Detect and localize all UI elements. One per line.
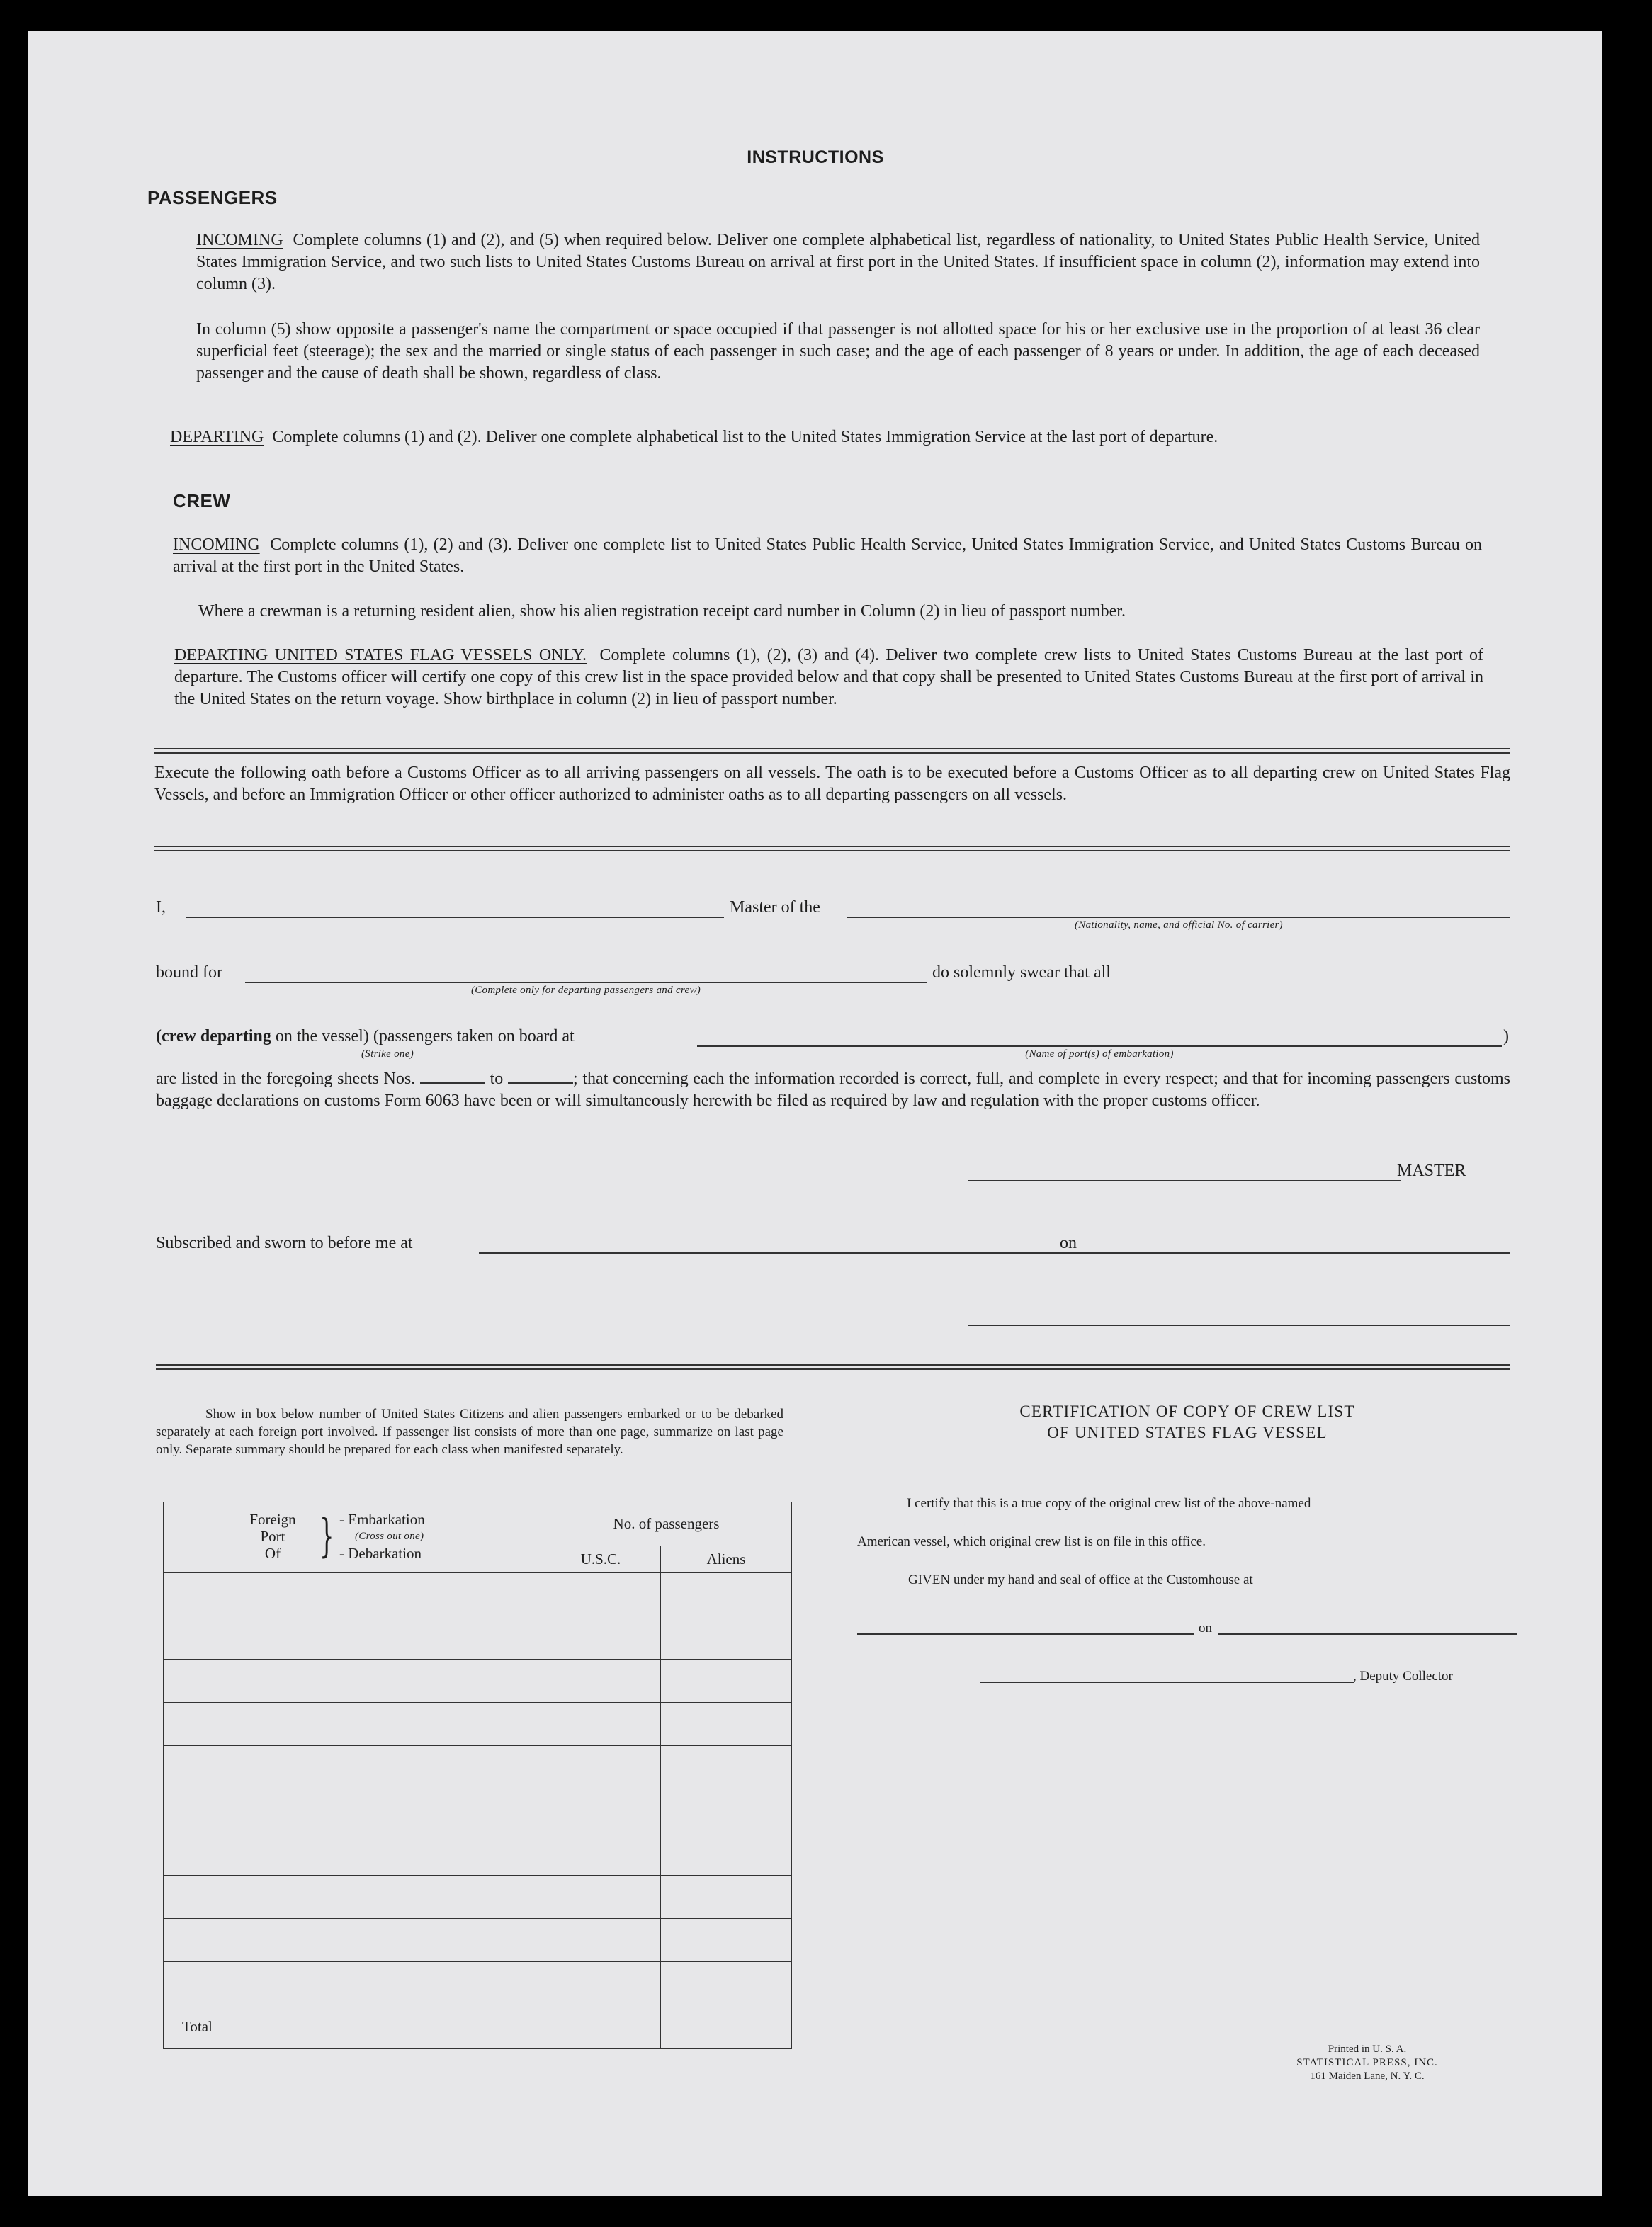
deputy-signature-field[interactable] (980, 1682, 1354, 1683)
port-cell[interactable] (164, 1746, 541, 1789)
port-cell[interactable] (164, 1919, 541, 1962)
master-name-field[interactable] (186, 917, 724, 918)
form-page (28, 31, 1602, 2196)
given-line: GIVEN under my hand and seal of office at the Customhouse at (908, 1572, 1253, 1587)
crew-heading: CREW (173, 490, 231, 511)
usc-cell[interactable] (541, 1832, 661, 1876)
officer-signature-field[interactable] (968, 1325, 1510, 1326)
master-signature-field[interactable] (968, 1180, 1401, 1182)
summary-row (164, 1746, 792, 1789)
oath-divider (154, 846, 1510, 851)
passenger-summary-table (163, 1502, 792, 2049)
printer-line3: 161 Maiden Lane, N. Y. C. (1310, 2070, 1425, 2082)
certification-title-line1: CERTIFICATION OF COPY OF CREW LIST (1019, 1402, 1355, 1420)
summary-row (164, 1660, 792, 1703)
usc-cell[interactable] (541, 1876, 661, 1919)
deputy-collector-label: , Deputy Collector (1353, 1669, 1453, 1684)
passengers-incoming-text: Complete columns (1) and (2), and (5) when required below. Deliver one complete alphabetical list, regardless of nationality, to United States Public Health Service, United States Immigration Service, and two such lists to United States Customs Bureau on arrival at first port in the United States. If insufficient space in column (2), information may extend into column (3). (196, 231, 1481, 293)
subscribed-place-field[interactable] (479, 1252, 1081, 1254)
aliens-cell[interactable] (661, 1703, 792, 1746)
passengers-departing-text: Complete columns (1) and (2). Deliver one complete alphabetical list to the United States Immigration Service at the last port of departure. (272, 428, 1218, 446)
brace-icon: } (319, 1510, 334, 1563)
usc-cell[interactable] (541, 1616, 661, 1660)
strike-one-caption: (Strike one) (361, 1048, 414, 1060)
subscribed-on-label: on (1060, 1234, 1077, 1252)
total-label: Total (164, 2005, 541, 2049)
foreign-port-header (164, 1502, 541, 1573)
on-the-vessel-text: on the vessel) (275, 1027, 369, 1046)
carrier-caption: (Nationality, name, and official No. of carrier) (1075, 919, 1283, 931)
summary-row (164, 1573, 792, 1616)
crew-departing-text: Complete columns (1), (2), (3) and (4). Deliver two complete crew lists to United States Customs Bureau at the last port of departure. The Customs officer will certify one copy of this crew list in the space provided below and that copy shall be presented to United States Customs Bureau at the first port of arrival in the United States on the return voyage. Show birthplace in column (2) in lieu of passport number. (174, 646, 1483, 708)
passengers-incoming-label: INCOMING (196, 231, 283, 249)
master-label: MASTER (1397, 1162, 1466, 1180)
subscribed-date-field[interactable] (1081, 1252, 1510, 1254)
aliens-cell[interactable] (661, 1789, 792, 1832)
cross-out-caption: (Cross out one) (355, 1531, 424, 1542)
aliens-cell[interactable] (661, 1746, 792, 1789)
no-of-passengers-header: No. of passengers (541, 1502, 792, 1546)
certification-place-field[interactable] (857, 1633, 1194, 1635)
printer-imprint (1261, 2043, 1473, 2083)
port-label: Port (260, 1528, 285, 1545)
passengers-departing-label: DEPARTING (170, 428, 264, 446)
bound-for-caption: (Complete only for departing passengers and crew) (470, 985, 701, 996)
ports-caption: (Name of port(s) of embarkation) (1025, 1048, 1174, 1060)
sheet-from-field[interactable] (420, 1082, 485, 1084)
usc-cell[interactable] (541, 1660, 661, 1703)
aliens-cell[interactable] (661, 1616, 792, 1660)
close-paren: ) (1503, 1027, 1509, 1046)
port-cell[interactable] (164, 1703, 541, 1746)
printer-line1: Printed in U. S. A. (1328, 2044, 1407, 2055)
passengers-taken-option[interactable]: (passengers taken on board at (373, 1027, 575, 1046)
certify-line1: I certify that this is a true copy of the original crew list of the above-named (907, 1496, 1311, 1511)
embarkation-option[interactable]: - Embarkation (339, 1511, 425, 1528)
lower-divider (156, 1364, 1510, 1370)
subscribed-label: Subscribed and sworn to before me at (156, 1234, 413, 1252)
crew-departing-option[interactable]: (crew departing (156, 1027, 271, 1046)
crew-incoming-label: INCOMING (173, 536, 260, 554)
summary-row (164, 1962, 792, 2005)
debarkation-option[interactable]: - Debarkation (339, 1545, 422, 1562)
page-title: INSTRUCTIONS (747, 147, 884, 167)
port-cell[interactable] (164, 1962, 541, 2005)
port-cell[interactable] (164, 1660, 541, 1703)
crew-passengers-line (156, 1026, 575, 1048)
port-cell[interactable] (164, 1573, 541, 1616)
printer-line2: STATISTICAL PRESS, INC. (1296, 2057, 1438, 2068)
of-label: Of (264, 1545, 281, 1562)
passengers-incoming-paragraph (196, 230, 1480, 295)
to-label: to (490, 1070, 504, 1088)
crew-incoming-text: Complete columns (1), (2) and (3). Deliver one complete list to United States Public Health Service, United States Immigration Service, and United States Customs Bureau on arrival at the first port in the United States. (173, 536, 1482, 576)
certification-title-line2: OF UNITED STATES FLAG VESSEL (1047, 1424, 1328, 1441)
summary-row (164, 1832, 792, 1876)
total-usc-cell[interactable] (541, 2005, 661, 2049)
usc-header: U.S.C. (541, 1546, 661, 1573)
summary-row (164, 1616, 792, 1660)
embark-debark-options (339, 1511, 425, 1562)
port-cell[interactable] (164, 1789, 541, 1832)
bound-for-field[interactable] (245, 982, 927, 983)
passengers-heading: PASSENGERS (147, 187, 278, 208)
aliens-cell[interactable] (661, 1573, 792, 1616)
usc-cell[interactable] (541, 1962, 661, 2005)
summary-row (164, 1789, 792, 1832)
summary-row (164, 1919, 792, 1962)
aliens-cell[interactable] (661, 1832, 792, 1876)
bound-for-label: bound for (156, 963, 222, 982)
usc-cell[interactable] (541, 1703, 661, 1746)
crew-incoming-paragraph (173, 534, 1482, 578)
master-of-the-label: Master of the (730, 898, 820, 917)
port-cell[interactable] (164, 1616, 541, 1660)
foreign-label: Foreign (249, 1511, 296, 1528)
summary-instructions: Show in box below number of United States Citizens and alien passengers embarked or to be debarked separately at each foreign port involved. If passenger list consists of more than one page, summarize on last page only. Separate summary should be prepared for each class when manifested separately. (156, 1407, 783, 1457)
listed-rest: ; that concerning each the information recorded is correct, full, and complete in every respect; and that for incoming passengers customs baggage declarations on customs Form 6063 have been or will simultaneously herewith be filed as required by law and regulation with the proper customs officer. (156, 1070, 1511, 1110)
crew-departing-label: DEPARTING UNITED STATES FLAG VESSELS ONLY. (174, 646, 587, 664)
summary-row (164, 1703, 792, 1746)
crew-resident-paragraph: Where a crewman is a returning resident alien, show his alien registration receipt card number in Column (2) in lieu of passport number. (198, 602, 1126, 620)
usc-cell[interactable] (541, 1573, 661, 1616)
aliens-cell[interactable] (661, 1919, 792, 1962)
usc-cell[interactable] (541, 1919, 661, 1962)
swear-label: do solemnly swear that all (932, 963, 1111, 982)
oath-instruction-paragraph: Execute the following oath before a Customs Officer as to all arriving passengers on all vessels. The oath is to be executed before a Customs Officer as to all departing crew on United States Flag Vessels, and before an Immigration Officer or other officer authorized to administer oaths as to all departing passengers on all vessels. (154, 764, 1510, 804)
section-divider (154, 748, 1510, 754)
aliens-cell[interactable] (661, 1876, 792, 1919)
certification-date-field[interactable] (1218, 1633, 1517, 1635)
port-cell[interactable] (164, 1876, 541, 1919)
foreign-port-of-label (237, 1511, 308, 1562)
certify-line2: American vessel, which original crew list is on file in this office. (857, 1534, 1206, 1549)
listed-prefix: are listed in the foregoing sheets Nos. (156, 1070, 416, 1088)
usc-cell[interactable] (541, 1789, 661, 1832)
passengers-column5-paragraph: In column (5) show opposite a passenger's name the compartment or space occupied if that passenger is not allotted space for his or her exclusive use in the proportion of at least 36 clear superficial feet (steerage); the sex and the married or single status of each passenger in such case; and the age of each passenger of 8 years or under. In addition, the age of each deceased passenger and the cause of death shall be shown, regardless of class. (196, 320, 1480, 382)
certification-on-label: on (1199, 1621, 1212, 1636)
certification-title (864, 1401, 1510, 1444)
usc-cell[interactable] (541, 1746, 661, 1789)
aliens-cell[interactable] (661, 1660, 792, 1703)
listed-paragraph (156, 1068, 1510, 1112)
sheet-to-field[interactable] (508, 1082, 573, 1084)
oath-i-label: I, (156, 898, 166, 917)
carrier-field[interactable] (847, 917, 1510, 918)
embarkation-ports-field[interactable] (697, 1046, 1502, 1047)
aliens-header: Aliens (661, 1546, 792, 1573)
crew-departing-paragraph (174, 645, 1483, 710)
summary-row (164, 1876, 792, 1919)
passengers-departing-paragraph (170, 426, 1480, 448)
total-aliens-cell[interactable] (661, 2005, 792, 2049)
aliens-cell[interactable] (661, 1962, 792, 2005)
port-cell[interactable] (164, 1832, 541, 1876)
